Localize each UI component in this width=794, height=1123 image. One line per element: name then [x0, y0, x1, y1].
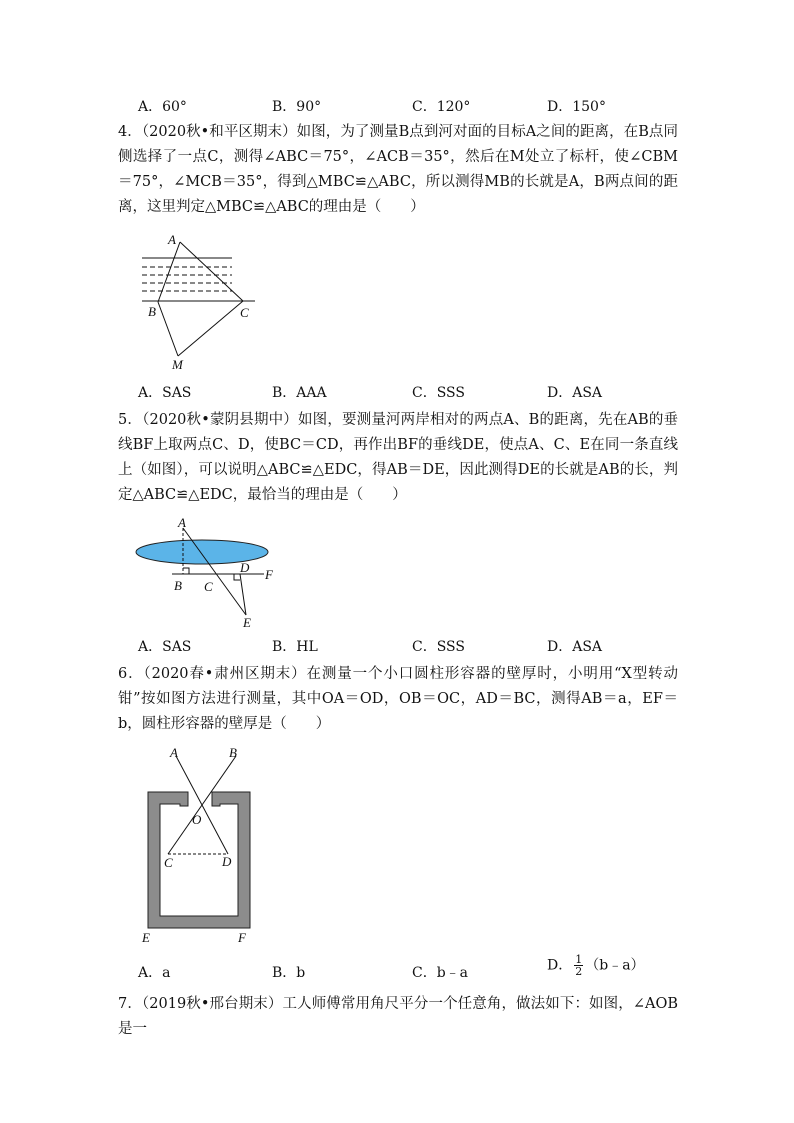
q4-option-c: C．SSS	[412, 385, 465, 401]
q6-label-f: F	[238, 930, 246, 945]
q5-option-c: C．SSS	[412, 639, 465, 655]
q6-label-c: C	[164, 855, 173, 870]
q5-label-e: E	[243, 615, 251, 630]
q6-option-c: C．b﹣a	[412, 965, 469, 981]
q4-label-b: B	[148, 304, 156, 319]
q4-label-m: M	[172, 357, 183, 372]
q6-label-e: E	[142, 930, 150, 945]
q4-label-c: C	[240, 305, 249, 320]
q5-label-c: C	[204, 579, 213, 594]
q3-option-c: C．120°	[412, 99, 471, 115]
q6-label-a: A	[170, 745, 178, 760]
q6-option-b: B．b	[272, 965, 306, 981]
q5-option-b: B．HL	[272, 639, 318, 655]
q6-label-d: D	[222, 854, 232, 869]
q6-figure	[130, 740, 270, 950]
q3-option-b: B．90°	[272, 99, 322, 115]
q6-text: 6．（2020春•肃州区期末）在测量一个小口圆柱形容器的壁厚时，小明用“X型转动钳”按如图方法进行测量，其中OA＝OD，OB＝OC，AD＝BC，测得AB＝a，EF＝b，圆柱形容器的壁厚是（ ）	[118, 666, 678, 732]
q5-figure	[130, 512, 290, 634]
q4-option-b: B．AAA	[272, 385, 327, 401]
q6-option-a: A．a	[138, 965, 171, 981]
q6-option-d-numerator: 1	[575, 953, 583, 966]
q7-text: 7．（2019秋•邢台期末）工人师傅常用角尺平分一个任意角，做法如下：如图，∠AOB是一	[118, 996, 678, 1037]
q6-option-d	[547, 954, 645, 977]
q6-option-d-denominator: 2	[575, 965, 583, 978]
q3-option-a: A．60°	[138, 99, 187, 115]
q4-figure	[130, 228, 270, 376]
q3-option-d: D．150°	[547, 99, 606, 115]
q6-option-d-prefix: D．	[547, 957, 573, 974]
q4-option-a: A．SAS	[138, 385, 192, 401]
q5-option-d: D．ASA	[547, 639, 603, 655]
q5-text: 5．（2020秋•蒙阴县期中）如图，要测量河两岸相对的两点A、B的距离，先在AB的垂线BF上取两点C、D，使BC＝CD，再作出BF的垂线DE，使点A、C、E在同一条直线上（如图），可以说明△ABC≌△EDC，得AB＝DE，因此测得DE的长就是AB的长，判定△ABC≌△EDC，最恰当的理由是（ ）	[118, 412, 678, 503]
q6-option-d-fraction	[574, 954, 583, 977]
q4-label-a: A	[168, 232, 176, 247]
q6-label-o: O	[192, 812, 202, 827]
q4-option-d: D．ASA	[547, 385, 603, 401]
q5-label-f: F	[265, 567, 273, 582]
q6-option-d-suffix: （b﹣a）	[585, 957, 645, 974]
q5-label-a: A	[178, 515, 186, 530]
q4-text: 4．（2020秋•和平区期末）如图，为了测量B点到河对面的目标A之间的距离，在B点同侧选择了一点C，测得∠ABC＝75°，∠ACB＝35°，然后在M处立了标杆，使∠CBM＝75°，∠MCB＝35°，得到△MBC≌△ABC，所以测得MB的长就是A，B两点间的距离，这里判定△MBC≌△ABC的理由是（ ）	[118, 124, 678, 215]
q5-option-a: A．SAS	[138, 639, 192, 655]
q5-label-d: D	[240, 560, 250, 575]
q5-label-b: B	[174, 578, 182, 593]
q6-label-b: B	[229, 745, 237, 760]
